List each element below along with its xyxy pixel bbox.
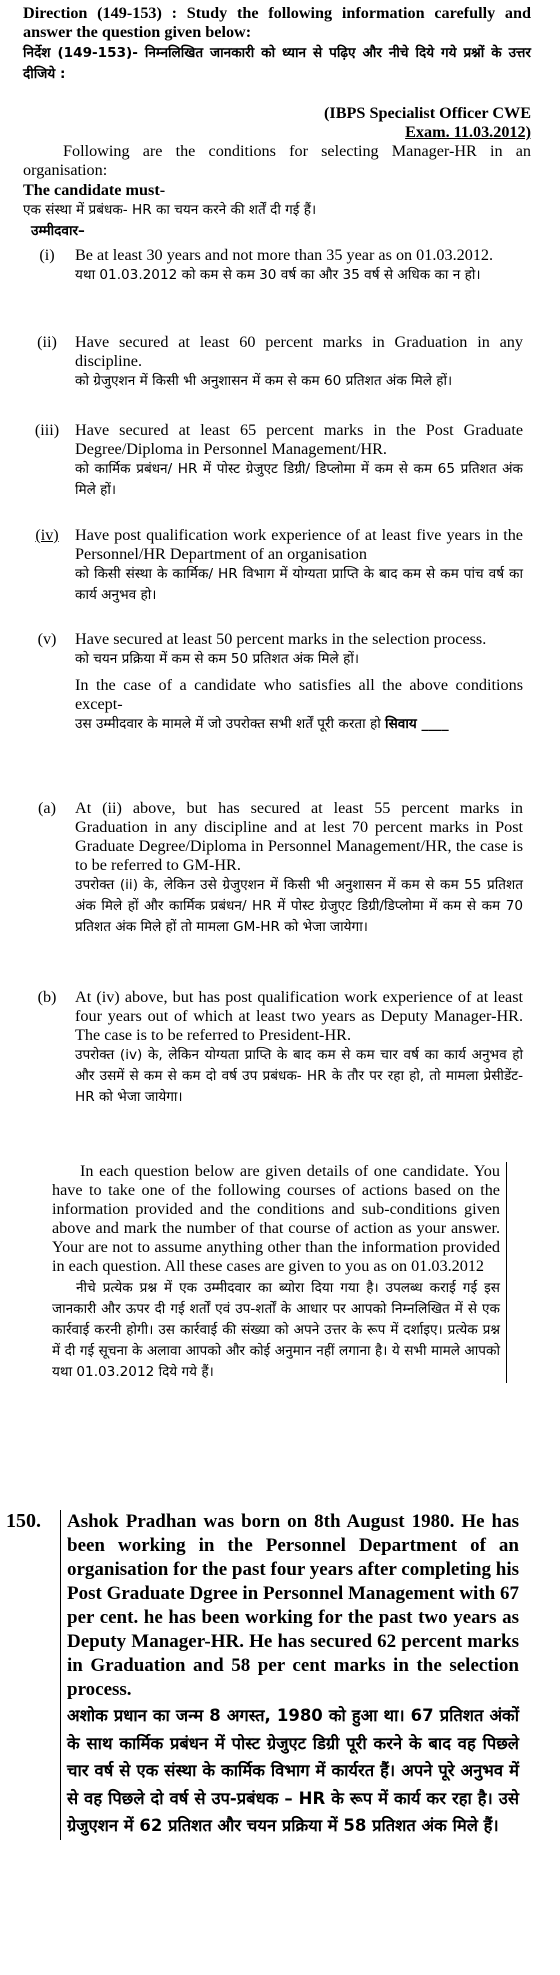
condition-4 (23, 526, 523, 606)
intro-text: Following are the conditions for selecting Manager-HR in an organisation: (23, 142, 531, 179)
subcondition-b (23, 988, 523, 1108)
condition-number: (v) (37, 630, 57, 648)
direction-block (23, 4, 531, 85)
direction-en: Direction (149-153) : Study the following information carefully and answer the question given below: (23, 4, 531, 41)
subcondition-number: (b) (37, 988, 57, 1006)
must-hi: एक संस्था में प्रबंधक- HR का चयन करने की शर्तें दी गई हैं। (23, 202, 317, 218)
instructions-hi: नीचे प्रत्येक प्रश्न में एक उम्मीदवार का ब्योरा दिया गया है। उपलब्ध कराई गई इस जानकारी और ऊपर दी गई शर्तों एवं उप-शर्तों के आधार पर आपको निम्नलिखित में से एक कार्रवाई करनी होगी। उस कार्रवाई की संख्या को अपने उत्तर के रूप में दर्शाइए। प्रत्येक प्रश्न में दी गई सूचना के अलावा आपको और कोई अनुमान नहीं लगाना है। ये सभी मामले आपको यथा 01.03.2012 दिये गये हैं। (52, 1280, 500, 1380)
condition-en: Have secured at least 60 percent marks in Graduation in any discipline. (75, 333, 523, 370)
subcondition-en: At (iv) above, but has post qualification work experience of at least four years out of which at least two years as Deputy Manager-HR. The case is to be referred to President-HR. (75, 988, 523, 1044)
subcondition-hi: उपरोक्त (ii) के, लेकिन उसे ग्रेजुएशन में किसी भी अनुशासन में कम से कम 55 प्रतिशत अंक मिले हों और कार्मिक प्रबंधन/ HR में पोस्ट ग्रेजुएट डिग्री/डिप्लोमा में कम से कम 70 प्रतिशत अंक मिले हों तो मामला GM-HR को भेजा जायेगा। (75, 877, 523, 935)
condition-number: (iv) (35, 526, 59, 544)
condition-hi: को कार्मिक प्रबंधन/ HR में पोस्ट ग्रेजुएट डिग्री/ डिप्लोमा में कम से कम 65 प्रतिशत अंक मिले हों। (75, 461, 523, 498)
source-citation (208, 104, 531, 142)
direction-hi: निर्देश (149-153)- निम्नलिखित जानकारी को ध्यान से पढ़िए और नीचे दिये गये प्रश्नों के उत्तर दीजिये : (23, 45, 531, 82)
condition-hi: को किसी संस्था के कार्मिक/ HR विभाग में योग्यता प्राप्ति के बाद कम से कम पांच वर्ष का कार्य अनुभव हो। (75, 566, 523, 603)
question-hi: अशोक प्रधान का जन्म 8 अगस्त, 1980 को हुआ था। 67 प्रतिशत अंकों के साथ कार्मिक प्रबंधन में पोस्ट ग्रेजुएट डिग्री पूरी करने के बाद वह पिछले चार वर्ष से एक संस्था के कार्मिक विभाग में कार्यरत हैं। अपने पूरे अनुभव में से वह पिछले दो वर्ष से उप-प्रबंधक – HR के रूप में कार्य कर रहा है। उसे ग्रेजुएशन में 62 प्रतिशत और चयन प्रक्रिया में 58 प्रतिशत अंक मिले हैं। (67, 1706, 519, 1835)
subcondition-a (23, 799, 523, 938)
question-en: Ashok Pradhan was born on 8th August 1980. He has been working in the Personnel Department of an organisation for the past four years after completing his Post Graduate Dgree in Personnel Management with 67 per cent. he has been working for the past two years as Deputy Manager-HR. He has secured 62 percent marks in Graduation and 58 per cent marks in the selection process. (67, 1511, 519, 1700)
condition-number: (ii) (37, 333, 57, 351)
instructions-en: In each question below are given details of one candidate. You have to take one of the following courses of actions based on the information provided and the conditions and sub-conditions given above and mark the number of that course of action as your answer. Your are not to assume anything other than the information provided in each question. All these cases are given to you as on 01.03.2012 (52, 1162, 500, 1275)
subcondition-number: (a) (38, 799, 56, 817)
condition-en: Have post qualification work experience of at least five years in the Personnel/HR Department of an organisation (75, 526, 523, 563)
must-heading: The candidate must- (23, 181, 166, 199)
instructions-block (52, 1162, 507, 1383)
condition-5 (23, 630, 523, 735)
condition-number: (iii) (34, 421, 60, 439)
exception-en: In the case of a candidate who satisfies all the above conditions except- (75, 676, 523, 713)
condition-en: Be at least 30 years and not more than 35 year as on 01.03.2012. (75, 246, 494, 264)
source-line-1: (IBPS Specialist Officer CWE (324, 104, 531, 122)
question-number: 150. (6, 1510, 41, 1532)
condition-number: (i) (39, 246, 55, 264)
exception-except: सिवाय ____ (385, 716, 449, 732)
condition-hi: को चयन प्रक्रिया में कम से कम 50 प्रतिशत अंक मिले हों। (75, 651, 359, 667)
condition-2 (23, 333, 523, 392)
exception-hi: उस उम्मीदवार के मामले में जो उपरोक्त सभी शर्तें पूरी करता हो (75, 716, 381, 732)
condition-3 (23, 421, 523, 501)
condition-en: Have secured at least 50 percent marks in the selection process. (75, 630, 487, 648)
subcondition-en: At (ii) above, but has secured at least 55 percent marks in Graduation in any discipline and at lest 70 percent marks in Post Graduate Degree/Diploma in Personnel Management/HR, the case is to be referred to GM-HR. (75, 799, 523, 874)
source-line-2: Exam. 11.03.2012) (405, 123, 531, 141)
condition-en: Have secured at least 65 percent marks in the Post Graduate Degree/Diploma in Personnel Management/HR. (75, 421, 523, 458)
condition-1 (23, 246, 523, 286)
condition-hi: यथा 01.03.2012 को कम से कम 30 वर्ष का और 35 वर्ष से अधिक का न हो। (75, 267, 481, 283)
candidate-must-block (23, 181, 531, 242)
subcondition-hi: उपरोक्त (iv) के, लेकिन योग्यता प्राप्ति के बाद कम से कम चार वर्ष का कार्य अनुभव हो और उसमें से कम से कम दो वर्ष उप प्रबंधक- HR के तौर पर रहा हो, तो मामला प्रेसीडेंट- HR को भेजा जायेगा। (75, 1047, 523, 1105)
condition-hi: को ग्रेजुएशन में किसी भी अनुशासन में कम से कम 60 प्रतिशत अंक मिले हों। (75, 373, 453, 389)
candidate-heading-hi: उम्मीदवार– (31, 223, 85, 239)
